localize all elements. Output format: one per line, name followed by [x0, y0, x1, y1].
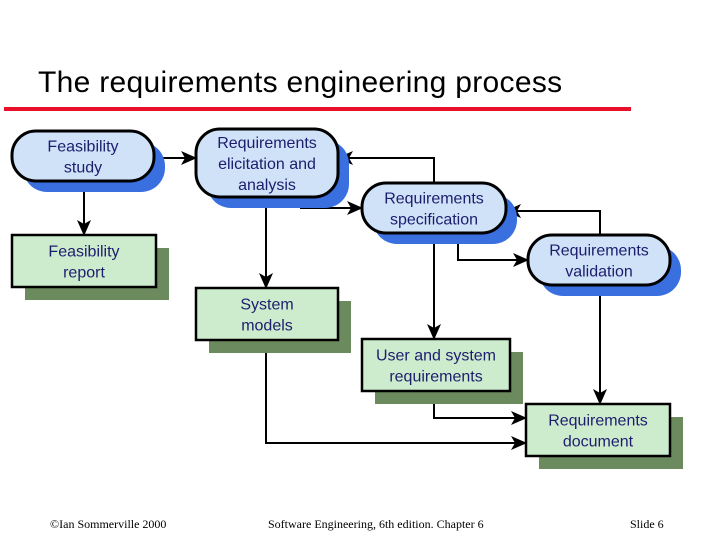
node-label-line: System [240, 296, 294, 314]
node-requirements-specification [362, 183, 517, 244]
node-label-line: Feasibility [48, 243, 120, 261]
slide-title: The requirements engineering process [38, 66, 563, 99]
node-label-line: report [63, 264, 105, 282]
node-label-line: User and system [375, 347, 497, 365]
node-label-line: Requirements [548, 412, 648, 430]
node-label-line: analysis [238, 177, 296, 194]
node-label-line: Requirements [384, 190, 484, 208]
node-user-system-requirements [362, 339, 523, 404]
node-requirements-validation [528, 235, 681, 296]
node-label-line: elicitation and [218, 156, 316, 173]
footer-book-reference: Software Engineering, 6th edition. Chapter 6 [268, 517, 484, 531]
node-label-line: requirements [389, 368, 483, 386]
node-feasibility-report [12, 235, 169, 300]
node-label-line: Feasibility [47, 138, 119, 156]
footer-copyright: ©Ian Sommerville 2000 [50, 517, 167, 531]
node-requirements-document [526, 404, 683, 469]
node-label-line: Requirements [549, 242, 649, 260]
edge-requirements-validation-to-requirements-specification [506, 211, 600, 235]
node-feasibility-study [12, 131, 165, 192]
edge-requirements-specification-to-requirements-elicitation [338, 158, 434, 183]
node-requirements-elicitation [196, 129, 349, 208]
footer-slide-number: Slide 6 [630, 517, 664, 531]
node-label-line: models [241, 317, 293, 335]
node-label-line: specification [389, 211, 479, 229]
node-label-line: study [63, 159, 103, 177]
node-system-models [196, 288, 351, 353]
node-label-line: validation [565, 263, 633, 281]
node-label-line: document [562, 433, 634, 451]
nodes-layer [12, 129, 683, 469]
node-label-line: Requirements [217, 135, 317, 152]
